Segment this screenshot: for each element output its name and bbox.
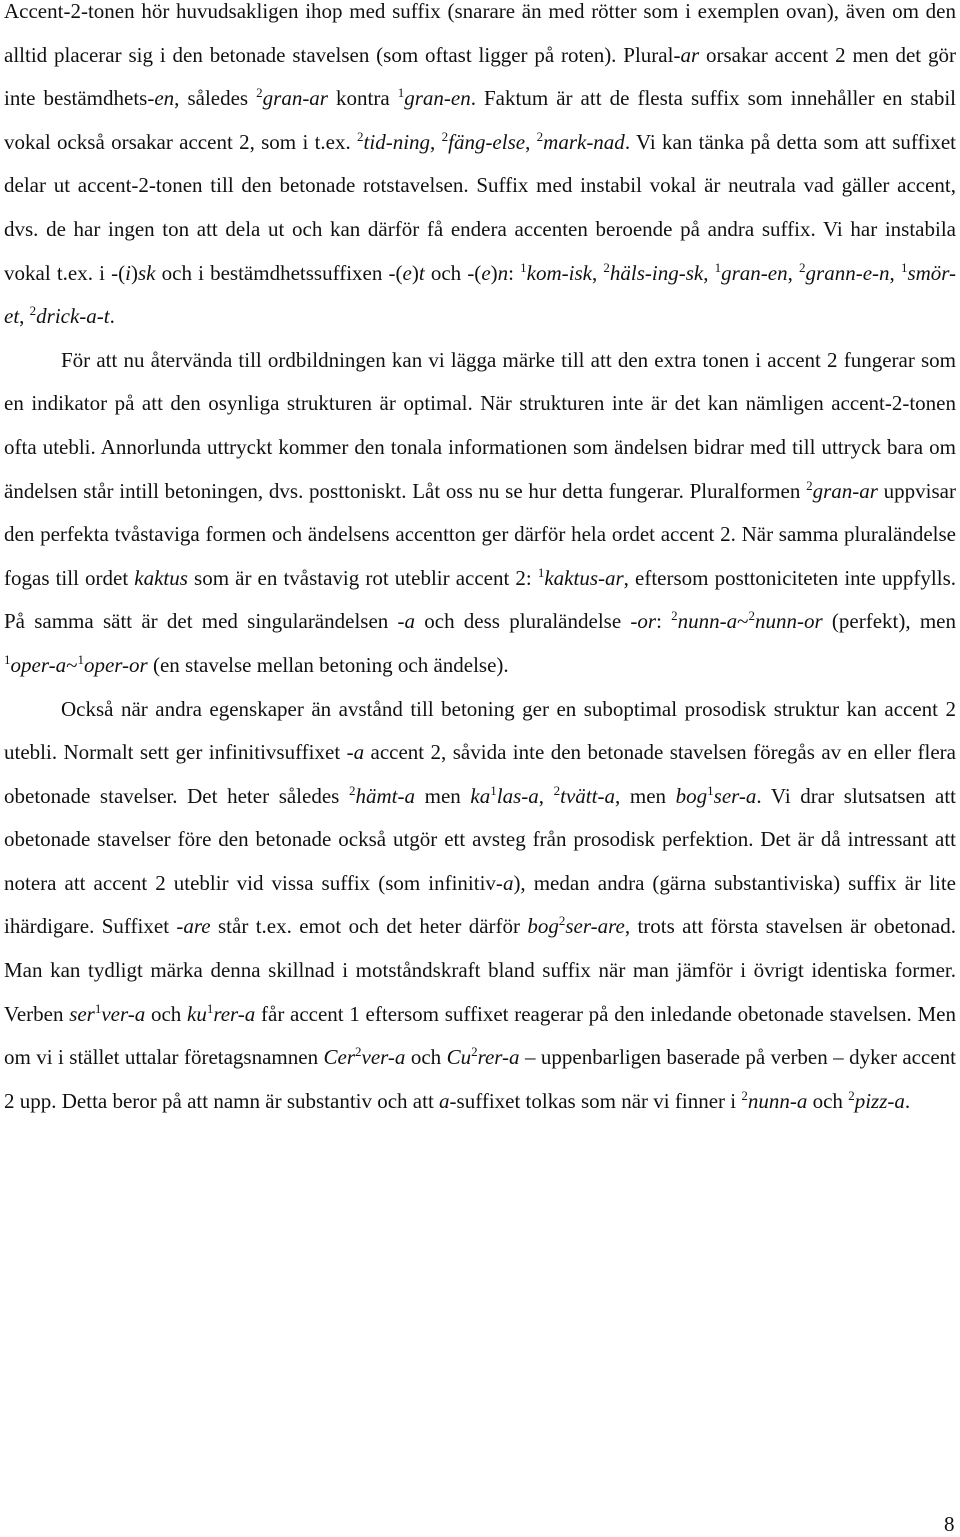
accent-superscript: 2 xyxy=(357,128,364,144)
text-run: . Faktum är att de flesta suffix som innehåller en stabil vokal också orsakar accent 2, som i t.ex. xyxy=(4,86,956,154)
italic-run: häls-ing-sk xyxy=(609,260,704,285)
accent-superscript: 2 xyxy=(29,303,37,319)
text-run: -suffixet tolkas som när vi finner i xyxy=(449,1088,742,1113)
text-run: , xyxy=(19,304,30,329)
text-run: accent 2, såvida inte den betonade stavelsen föregås av en eller flera obetonade stavelser. Det heter således xyxy=(4,740,956,808)
accent-superscript: 2 xyxy=(441,128,449,144)
accent-superscript: 1 xyxy=(206,1000,214,1016)
italic-run: t xyxy=(418,260,425,285)
text-run: får accent 1 eftersom suffixet reagerar på den inledande obetonade stavelsen. Men om vi i stället uttalar företagsnamnen xyxy=(4,1001,956,1070)
text-run: uppvisar den perfekta tvåstaviga formen och ändelsens accentton ger därför hela ordet accent 2. När samma pluraländelse fogas till ordet xyxy=(4,478,956,590)
text-run: , xyxy=(787,260,800,285)
accent-superscript: 2 xyxy=(748,608,756,624)
italic-run: kaktus-ar xyxy=(544,565,624,590)
italic-run: i xyxy=(125,260,131,285)
italic-run: bog xyxy=(675,783,708,808)
text-run: Också när andra egenskaper än avstånd till betoning ger en suboptimal prosodisk struktur kan accent 2 utebli. Normalt sett ger infinitivsuffixet - xyxy=(4,696,956,765)
text-run: , xyxy=(430,129,442,154)
italic-run: ser xyxy=(69,1001,95,1026)
accent-superscript: 2 xyxy=(536,128,544,144)
accent-superscript: 2 xyxy=(799,259,806,275)
italic-run: rer-a xyxy=(477,1045,520,1070)
paragraph-1 xyxy=(4,0,956,339)
italic-run: a xyxy=(439,1088,450,1113)
italic-run: bog xyxy=(527,914,559,939)
text-run: men xyxy=(414,783,471,808)
italic-run: gran-en xyxy=(404,86,471,111)
page-number: 8 xyxy=(944,1512,955,1536)
accent-superscript: 2 xyxy=(848,1088,855,1104)
italic-run: ku xyxy=(187,1001,207,1026)
text-run: ) xyxy=(411,260,419,285)
italic-run: nunn-a xyxy=(677,609,738,634)
italic-run: ser-are xyxy=(565,914,625,939)
accent-superscript: 2 xyxy=(355,1044,362,1060)
italic-run: en xyxy=(154,86,175,111)
accent-superscript: 2 xyxy=(806,477,813,493)
text-run: ), medan andra (gärna substantiviska) suffix är lite ihärdigare. Suffixet - xyxy=(4,870,956,939)
text-run: . xyxy=(904,1088,911,1113)
paragraph-3 xyxy=(4,688,956,1124)
text-run: som är en tvåstavig rot uteblir accent 2: xyxy=(187,565,538,590)
italic-run: oper-a xyxy=(10,652,67,677)
italic-run: grann-e-n xyxy=(805,260,890,285)
italic-run: smör-et xyxy=(4,260,957,329)
text-run: ) xyxy=(490,260,498,285)
text-run: För att nu återvända till ordbildningen kan vi lägga märke till att den extra tonen i accent 2 fungerar som en indikator på att den osynliga strukturen är optimal. När strukturen inte är det kan nämligen accent-2-tonen ofta utebli. Annorlunda uttryckt kommer den tonala informationen som ändelsen bidrar med till uttryck bara om ändelsen står intill betoningen, dvs. posttoniskt. Låt oss nu se hur detta fungerar. Pluralformen xyxy=(4,347,956,503)
text-run: står t.ex. emot och det heter därför xyxy=(210,914,528,939)
italic-run: ver-a xyxy=(361,1045,406,1070)
accent-superscript: 1 xyxy=(4,652,11,668)
text-run: – uppenbarligen baserade på verben – dyker accent 2 upp. Detta beror på att namn är substantiv och att xyxy=(4,1045,956,1113)
text-run: , men xyxy=(614,783,676,808)
text-run: (perfekt), men xyxy=(822,609,957,634)
italic-run: pizz-a xyxy=(854,1088,905,1113)
paragraph-2 xyxy=(4,339,956,688)
text-run: och xyxy=(145,1001,187,1026)
italic-run: kaktus xyxy=(134,565,188,590)
italic-run: ser-a xyxy=(713,783,757,808)
italic-run: kom-isk xyxy=(526,260,592,285)
italic-run: fäng-else xyxy=(448,129,526,154)
text-run: kontra xyxy=(327,86,398,111)
accent-superscript: 2 xyxy=(603,259,610,275)
accent-superscript: 2 xyxy=(471,1044,478,1060)
text-run: , xyxy=(525,129,537,154)
italic-run: hämt-a xyxy=(355,783,415,808)
italic-run: tvätt-a xyxy=(560,783,615,808)
italic-run: Cer xyxy=(323,1045,355,1070)
text-run: , xyxy=(591,260,604,285)
text-run: orsakar accent 2 men det gör inte bestämdhets- xyxy=(4,42,956,111)
accent-superscript: 2 xyxy=(348,782,356,798)
italic-run: ar xyxy=(680,42,700,67)
italic-run: rer-a xyxy=(213,1001,256,1026)
text-run: , eftersom posttoniciteten inte uppfylls. På samma sätt är det med singularändelsen - xyxy=(4,565,956,634)
text-run: Accent-2-tonen hör huvudsakligen ihop med suffix (snarare än med rötter som i exemplen ovan), även om den alltid placerar sig i den betonade stavelsen (som oftast ligger på roten). Plural- xyxy=(4,0,956,67)
accent-superscript: 1 xyxy=(490,782,497,798)
accent-superscript: 2 xyxy=(553,782,561,798)
italic-run: mark-nad xyxy=(543,129,625,154)
italic-run: e xyxy=(481,260,491,285)
text-run: . Vi drar slutsatsen att obetonade stavelser före den betonade också utgör ett avsteg från prosodisk perfektion. Det är då intressant att notera att accent 2 uteblir vid vissa suffix (som infinitiv- xyxy=(4,783,957,895)
accent-superscript: 1 xyxy=(714,259,722,275)
italic-run: e xyxy=(402,260,412,285)
text-run: , således xyxy=(174,86,257,111)
italic-run: oper-or xyxy=(83,652,148,677)
text-run: och i bestämdhetssuffixen -( xyxy=(155,260,403,285)
text-run: och dess pluraländelse - xyxy=(415,609,638,634)
text-run: : xyxy=(656,609,672,634)
italic-run: a xyxy=(502,870,514,895)
text-run: . xyxy=(109,304,115,329)
accent-superscript: 2 xyxy=(558,913,566,929)
italic-run: or xyxy=(637,609,657,634)
text-run: . Vi kan tänka på detta som att suffixet delar ut accent-2-tonen till den betonade rotstavelsen. Suffix med instabil vokal är neutrala vad gäller accent, dvs. de har ingen ton att dela ut och kan därför få endera accenten beroende på andra suffix. Vi har instabila vokal t.ex. i -( xyxy=(4,129,957,285)
accent-superscript: 1 xyxy=(900,259,908,275)
accent-superscript: 1 xyxy=(537,564,545,580)
text-run: och xyxy=(807,1088,849,1113)
italic-run: tid-ning xyxy=(363,129,431,154)
italic-run: ka xyxy=(470,783,491,808)
italic-run: gran-ar xyxy=(262,86,328,111)
italic-run: gran-ar xyxy=(812,478,878,503)
accent-superscript: 1 xyxy=(520,259,527,275)
text-run: : xyxy=(508,260,521,285)
italic-run: a xyxy=(353,740,365,765)
text-run: , xyxy=(538,783,554,808)
accent-superscript: 1 xyxy=(397,85,405,101)
accent-superscript: 2 xyxy=(671,608,678,624)
italic-run: are xyxy=(183,914,211,939)
italic-run: las-a xyxy=(496,783,539,808)
text-run: och -( xyxy=(424,260,482,285)
accent-superscript: 1 xyxy=(77,652,84,668)
italic-run: ver-a xyxy=(101,1001,146,1026)
italic-run: nunn-or xyxy=(755,609,823,634)
text-run: ~ xyxy=(66,652,78,677)
text-run: , xyxy=(703,260,715,285)
text-run: ) xyxy=(130,260,138,285)
text-run: ~ xyxy=(737,609,749,634)
accent-superscript: 1 xyxy=(94,1000,102,1016)
italic-run: drick-a-t xyxy=(36,304,110,329)
accent-superscript: 2 xyxy=(256,85,263,101)
text-run: och xyxy=(405,1045,447,1070)
document-body xyxy=(4,0,956,1123)
italic-run: a xyxy=(404,609,416,634)
italic-run: gran-en xyxy=(721,260,788,285)
italic-run: nunn-a xyxy=(747,1088,808,1113)
italic-run: sk xyxy=(137,260,156,285)
accent-superscript: 1 xyxy=(707,782,714,798)
italic-run: Cu xyxy=(446,1045,472,1070)
accent-superscript: 2 xyxy=(741,1088,748,1104)
italic-run: n xyxy=(497,260,509,285)
text-run: , xyxy=(889,260,901,285)
text-run: , trots att första stavelsen är obetonad. Man kan tydligt märka denna skillnad i motståndskraft bland suffix när man jämför i övrigt identiska former. Verben xyxy=(4,914,957,1026)
text-run: (en stavelse mellan betoning och ändelse). xyxy=(147,652,509,677)
